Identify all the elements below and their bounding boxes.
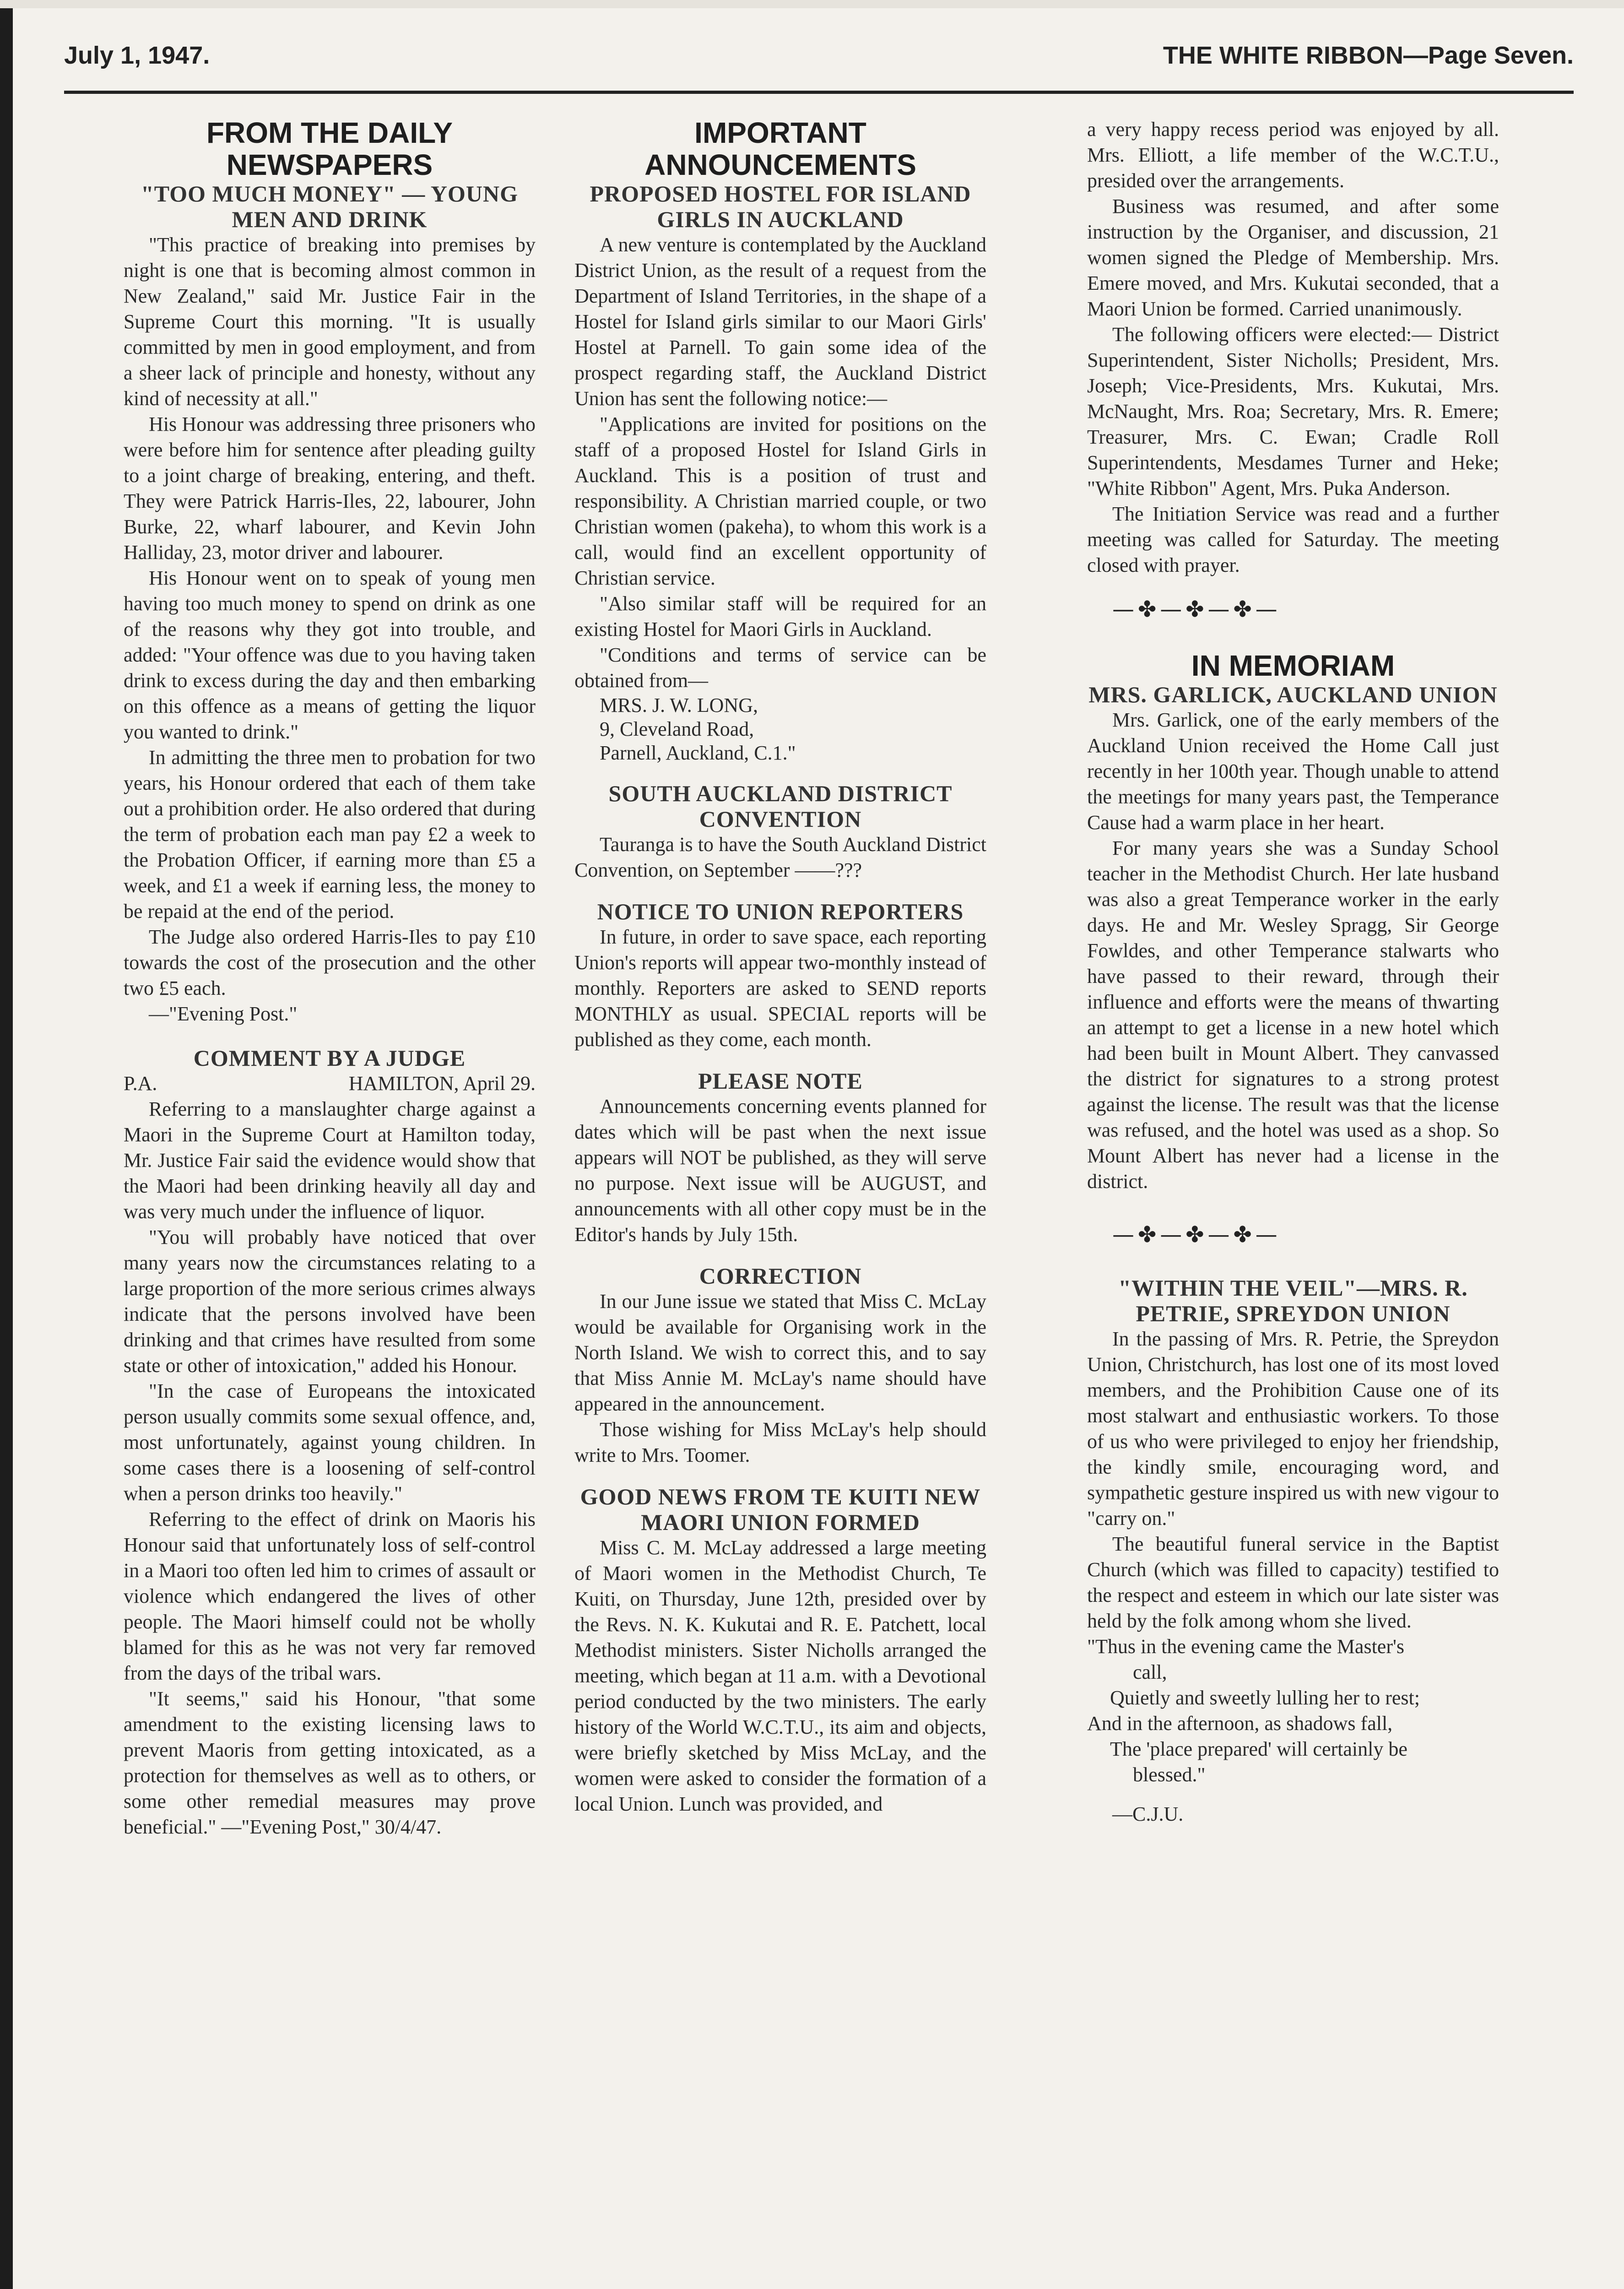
poem-line: Quietly and sweetly lulling her to rest;	[1110, 1687, 1420, 1709]
article-paragraph: Mrs. Garlick, one of the early members of the Auckland Union received the Home Call just recently in her 100th year. Though unable to attend the meetings for many years past, the Temperance Cause had a warm place in her heart.	[1087, 709, 1499, 834]
article-paragraph: The beautiful funeral service in the Baptist Church (which was filled to capacity) testified to the respect and esteem in which our late sister was held by the folk among whom she lived.	[1087, 1533, 1499, 1632]
section-divider-ornament: —✤—✤—✤—	[1112, 597, 1281, 622]
article-paragraph: In admitting the three men to probation for two years, his Honour ordered that each of them take out a prohibition order. He also ordered that during the term of probation each man pay £2 a week to the Probation Officer, if earning more than £5 a week, and £1 a week if earning less, the money to be repaid at the end of the period.	[124, 746, 536, 922]
article-paragraph: In our June issue we stated that Miss C. McLay would be available for Organising work in the North Island. We wish to correct this, and to say that Miss Annie M. McLay's name should have appeared in the announcement.	[574, 1290, 986, 1415]
article-paragraph: For many years she was a Sunday School teacher in the Methodist Church. Her late husband was also a great Temperance worker in the early days. He and Mr. Wesley Spragg, Sir George Fowldes, and other Temperance stalwarts who have passed to their reward, through their influence and efforts were the means of thwarting an attempt to get a license in a new hotel which had been built in Mount Albert. They canvassed the district for signatures to a strong protest against the license. The result was that the license was refused, and the hotel was used as a shop. So Mount Albert has never had a license in the district.	[1087, 837, 1499, 1193]
page-edge-shadow	[0, 0, 13, 2289]
section-divider-ornament: —✤—✤—✤—	[1112, 1222, 1281, 1248]
section-heading-important-announcements: IMPORTANT ANNOUNCEMENTS	[644, 117, 916, 181]
dateline	[124, 1071, 536, 1096]
article-paragraph: "It seems," said his Honour, "that some amendment to the existing licensing laws to prevent Maoris from getting intoxicated, as a protection for themselves as well as to others, or some other remedial measures may prove beneficial." —"Evening Post," 30/4/47.	[124, 1687, 536, 1838]
article-subheading-union-reporters: NOTICE TO UNION REPORTERS	[597, 899, 964, 924]
article-paragraph: "Also similar staff will be required for an existing Hostel for Maori Girls in Auckland.	[574, 592, 986, 640]
masthead-page-title: THE WHITE RIBBON—Page Seven.	[1163, 42, 1574, 69]
article-paragraph: The following officers were elected:— District Superintendent, Sister Nicholls; President, Mrs. Joseph; Vice-Presidents, Mrs. Kukutai, Mrs. McNaught, Mrs. Roa; Secretary, Mrs. R. Emere; Treasurer, Mrs. C. Ewan; Cradle Roll Superintendents, Mesdames Turner and Heke; "White Ribbon" Agent, Mrs. Puka Anderson.	[1087, 323, 1499, 499]
article-paragraph: The Initiation Service was read and a further meeting was called for Saturday. The meeting closed with prayer.	[1087, 503, 1499, 576]
article-paragraph: a very happy recess period was enjoyed by all. Mrs. Elliott, a life member of the W.C.T.U., presided over the arrangements.	[1087, 118, 1499, 192]
issue-date: July 1, 1947.	[64, 42, 210, 69]
article-paragraph: In the passing of Mrs. R. Petrie, the Spreydon Union, Christchurch, has lost one of its most loved members, and the Prohibition Cause one of its most stalwart and enthusiastic workers. To those of us who were privileged to enjoy her friendship, the kindly smile, encouraging word, and sympathetic gesture inspired us with new vigour to "carry on."	[1087, 1328, 1499, 1530]
article-paragraph: Miss C. M. McLay addressed a large meeting of Maori women in the Methodist Church, Te Kuiti, on Thursday, June 12th, presided over by the Revs. N. K. Kukutai and R. E. Patchett, local Methodist ministers. Sister Nicholls arranged the meeting, which began at 11 a.m. with a Devotional period conducted by the two ministers. The early history of the World W.C.T.U., its aim and objects, were briefly sketched by Miss McLay, and the women were asked to consider the formation of a local Union. Lunch was provided, and	[574, 1536, 986, 1815]
article-subheading-correction: CORRECTION	[699, 1263, 862, 1289]
article-subheading-comment-by-judge: COMMENT BY A JUDGE	[193, 1045, 466, 1071]
article-paragraph: "Applications are invited for positions on the staff of a proposed Hostel for Island Girls in Auckland. This is a position of trust and responsibility. A Christian married couple, or two Christian women (pakeha), to whom this work is a call, would find an excellent opportunity of Christian service.	[574, 413, 986, 589]
article-subheading-south-auckland-convention: SOUTH AUCKLAND DISTRICT CONVENTION	[608, 781, 953, 832]
contact-address-line: Parnell, Auckland, C.1."	[600, 742, 796, 764]
column-2	[574, 117, 986, 2289]
article-paragraph: Announcements concerning events planned for dates which will be past when the next issue appears will NOT be published, as they will serve no purpose. Next issue will be AUGUST, and announcements with all other copy must be in the Editor's hands by July 15th.	[574, 1095, 986, 1246]
poem-line: The 'place prepared' will certainly be	[1110, 1738, 1407, 1760]
dateline-agency: P.A.	[124, 1072, 157, 1095]
contact-address-line: 9, Cleveland Road,	[600, 718, 754, 740]
article-subheading-please-note: PLEASE NOTE	[698, 1068, 863, 1094]
contact-address-line: MRS. J. W. LONG,	[600, 694, 758, 716]
article-paragraph: Business was resumed, and after some instruction by the Organiser, and discussion, 21 women signed the Pledge of Membership. Mrs. Emere moved, and Mrs. Kukutai seconded, that a Maori Union be formed. Carried unanimously.	[1087, 195, 1499, 320]
article-subheading-island-hostel: PROPOSED HOSTEL FOR ISLAND GIRLS IN AUCKLAND	[590, 181, 971, 232]
article-paragraph: Tauranga is to have the South Auckland District Convention, on September ——???	[574, 833, 986, 881]
header-rule	[64, 91, 1574, 94]
article-paragraph: Referring to a manslaughter charge against a Maori in the Supreme Court at Hamilton today, Mr. Justice Fair said the evidence would show that the Maori had been drinking heavily all day and was very much under the influence of liquor.	[124, 1098, 536, 1223]
article-subheading-within-the-veil: "WITHIN THE VEIL"—MRS. R. PETRIE, SPREYDON UNION	[1118, 1275, 1468, 1326]
article-paragraph: Referring to the effect of drink on Maoris his Honour said that unfortunately loss of self-control in a Maori too often led him to crimes of assault or violence which endangered the lives of other people. The Maori himself could not be wholly blamed for this as he was not very far removed from the days of the tribal wars.	[124, 1508, 536, 1684]
poem-line: call,	[1133, 1661, 1167, 1683]
page-header	[64, 37, 1574, 78]
article-paragraph: His Honour was addressing three prisoners who were before him for sentence after pleading guilty to a joint charge of breaking, entering, and theft. They were Patrick Harris-Iles, 22, labourer, John Burke, 22, wharf labourer, and Kevin John Halliday, 23, motor driver and labourer.	[124, 413, 536, 564]
poem-line: And in the afternoon, as shadows fall,	[1087, 1712, 1393, 1735]
article-paragraph: "You will probably have noticed that over many years now the circumstances relating to a large proportion of the more serious crimes always indicate that the persons involved have been drinking and that crimes have resulted from some state or other of intoxication," added his Honour.	[124, 1226, 536, 1377]
article-paragraph: "In the case of Europeans the intoxicated person usually commits some sexual offence, and, most unfortunately, against young children. In some cases there is a loosening of self-control when a person drinks too heavily."	[124, 1380, 536, 1505]
poem-line: "Thus in the evening came the Master's	[1087, 1635, 1405, 1658]
page-top-margin	[0, 0, 1624, 8]
poem-line: blessed."	[1133, 1763, 1206, 1786]
article-paragraph: Those wishing for Miss McLay's help should write to Mrs. Toomer.	[574, 1418, 986, 1466]
article-paragraph: A new venture is contemplated by the Auckland District Union, as the result of a request from the Department of Island Territories, in the shape of a Hostel for Island girls similar to our Maori Girls' Hostel at Parnell. To gain some idea of the prospect regarding staff, the Auckland District Union has sent the following notice:—	[574, 233, 986, 410]
section-heading-in-memoriam: IN MEMORIAM	[1191, 649, 1395, 682]
memorial-poem	[1087, 1634, 1499, 1788]
column-3	[1087, 117, 1499, 2289]
article-source: —"Evening Post."	[149, 1003, 298, 1025]
article-paragraph: "Conditions and terms of service can be obtained from—	[574, 644, 986, 692]
article-subheading-too-much-money: "TOO MUCH MONEY" — YOUNG MEN AND DRINK	[141, 181, 518, 232]
article-subheading-mrs-garlick: MRS. GARLICK, AUCKLAND UNION	[1088, 682, 1498, 707]
column-1	[124, 117, 536, 2289]
article-paragraph: In future, in order to save space, each reporting Union's reports will appear two-monthly instead of monthly. Reporters are asked to SEND reports MONTHLY as usual. SPECIAL reports will be published as they come, each month.	[574, 926, 986, 1051]
article-paragraph: His Honour went on to speak of young men having too much money to spend on drink as one of the reasons why they got into trouble, and added: "Your offence was due to you having taken drink to excess during the day and then embarking on this offence as a means of getting the liquor you wanted to drink."	[124, 567, 536, 743]
dateline-place-date: HAMILTON, April 29.	[348, 1072, 536, 1095]
article-paragraph: "This practice of breaking into premises by night is one that is becoming almost common in New Zealand," said Mr. Justice Fair in the Supreme Court this morning. "It is usually committed by men in good employment, and from a sheer lack of principle and honesty, without any kind of necessity at all."	[124, 233, 536, 410]
author-signature: —C.J.U.	[1112, 1803, 1184, 1825]
article-subheading-te-kuiti: GOOD NEWS FROM TE KUITI NEW MAORI UNION FORMED	[580, 1484, 981, 1535]
section-heading-daily-newspapers: FROM THE DAILY NEWSPAPERS	[206, 117, 453, 181]
article-paragraph: The Judge also ordered Harris-Iles to pay £10 towards the cost of the prosecution and the other two £5 each.	[124, 926, 536, 999]
